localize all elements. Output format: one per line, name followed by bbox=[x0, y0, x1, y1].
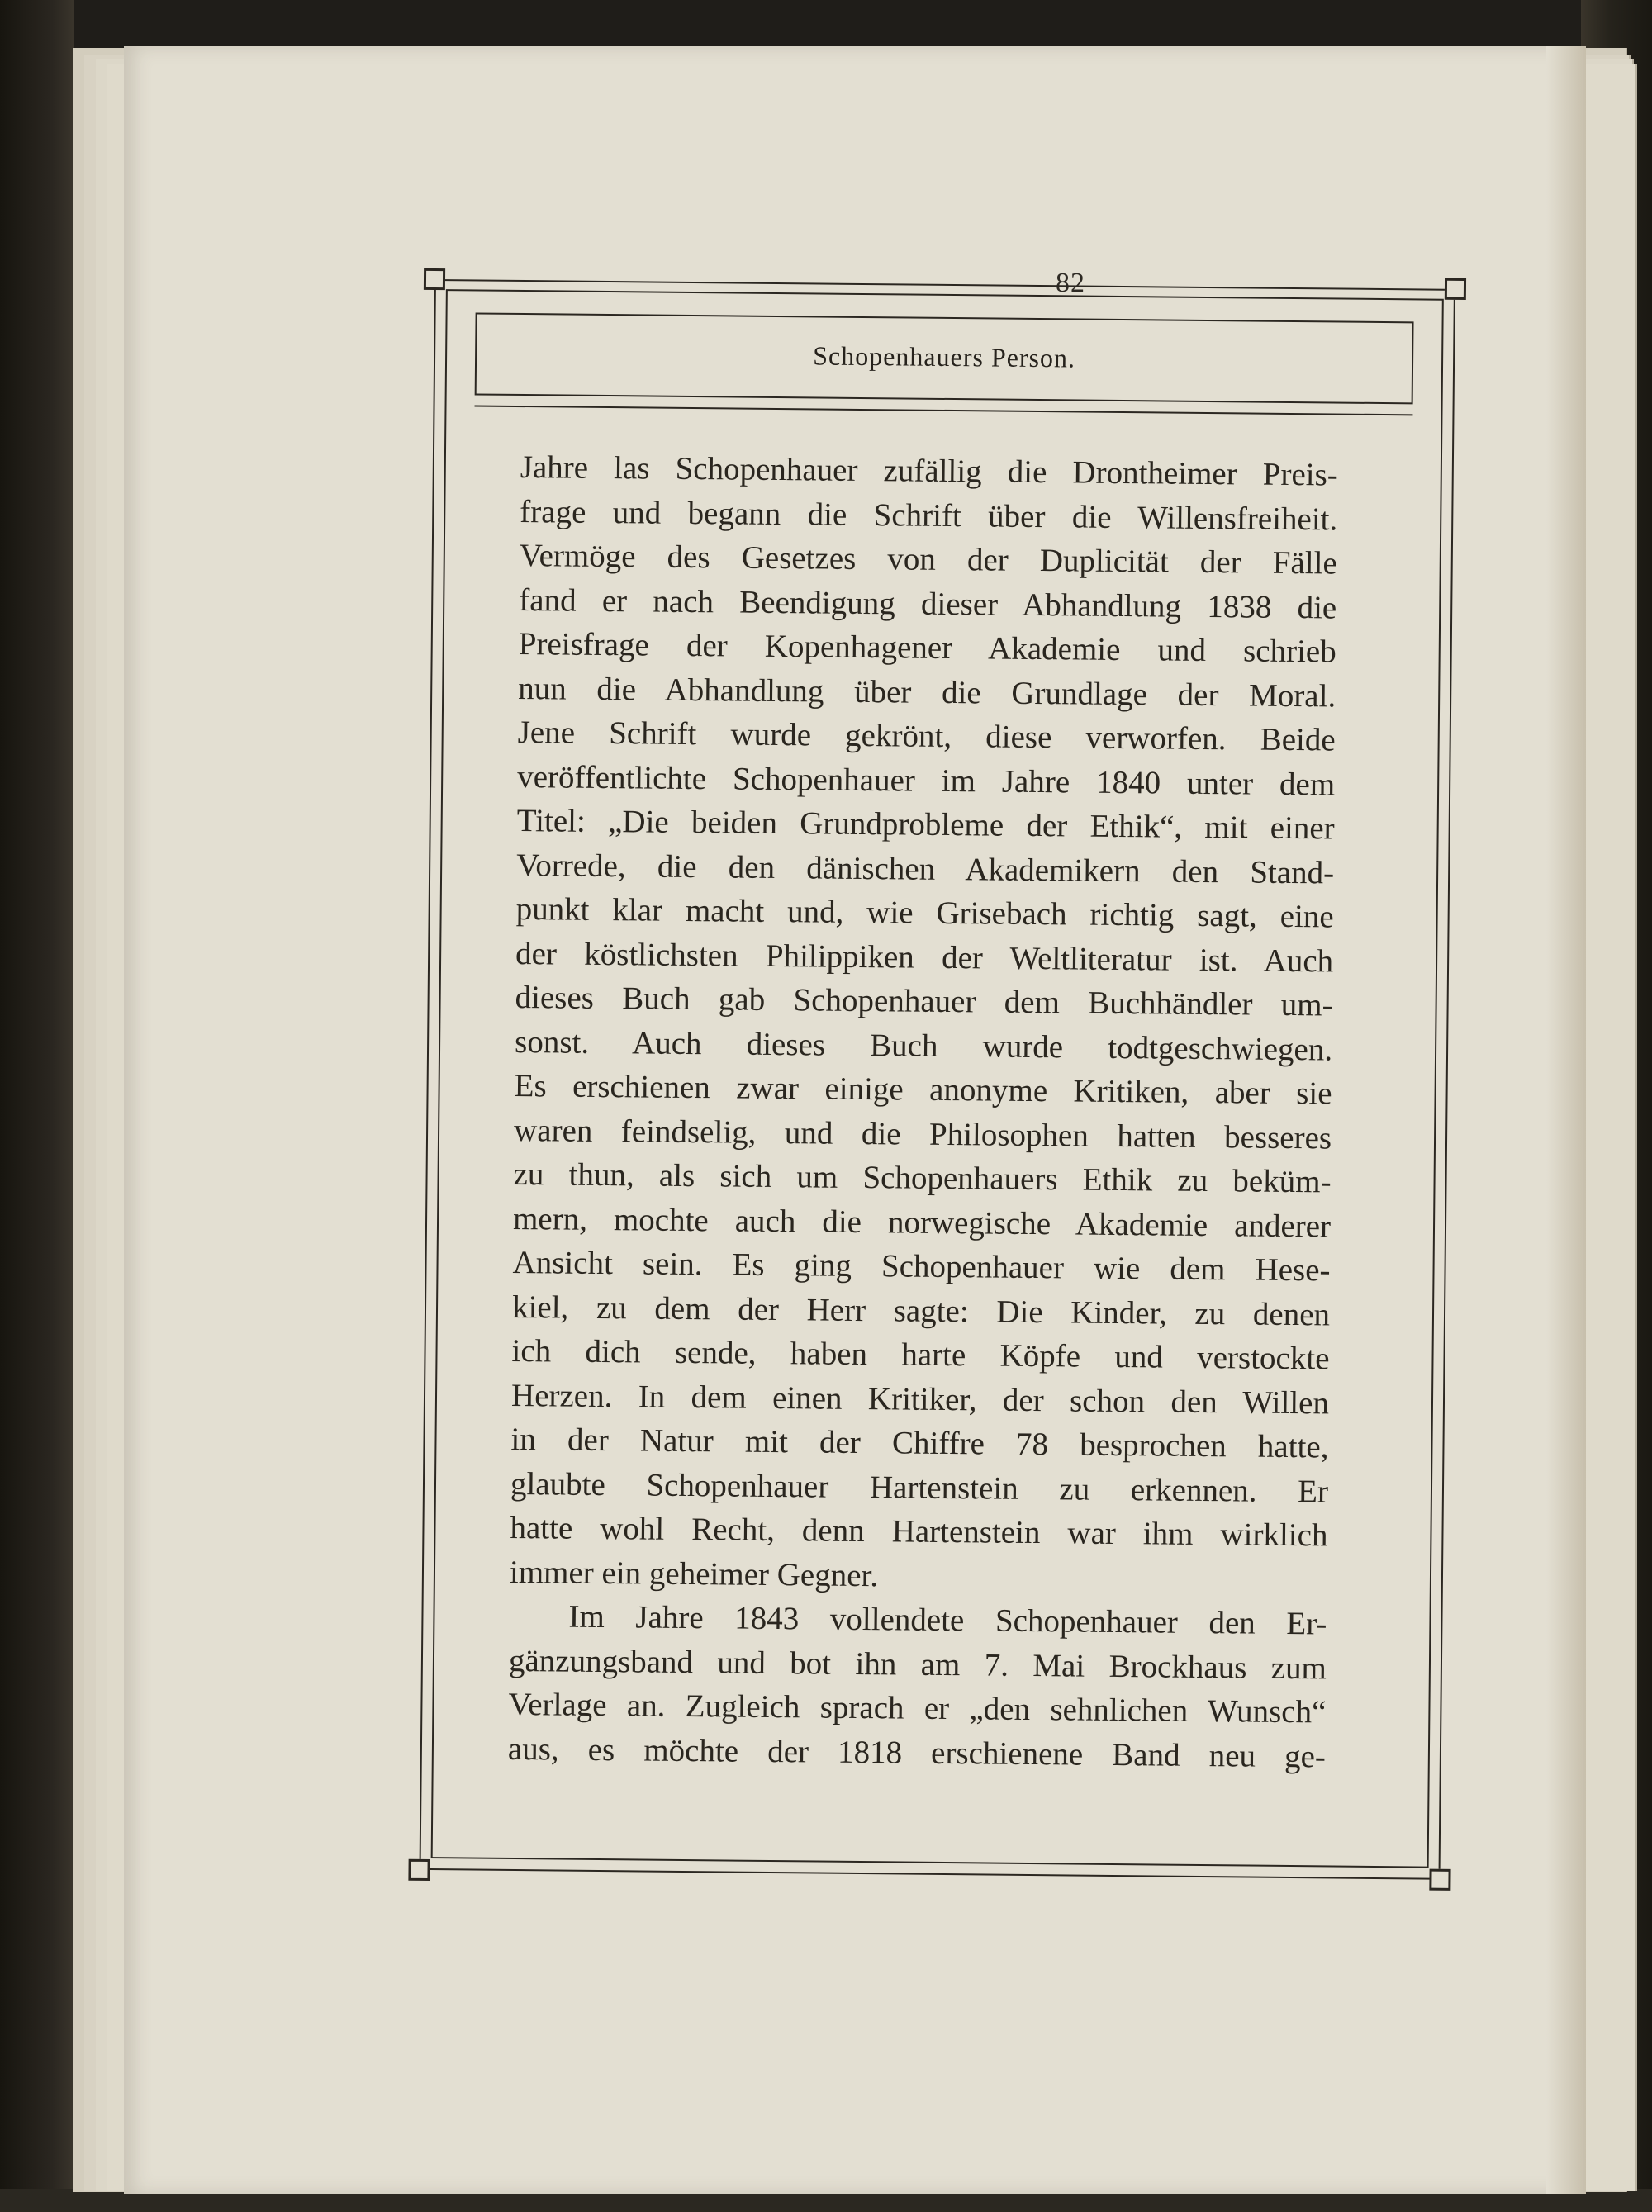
text-line: Vermöge des Gesetzes von der Duplicität der Fälle bbox=[519, 538, 1337, 581]
text-line: glaubte Schopenhauer Hartenstein zu erkennen. Er bbox=[510, 1465, 1329, 1509]
text-line: Im Jahre 1843 vollendete Schopenhauer den Er- bbox=[568, 1598, 1327, 1642]
text-line: Herzen. In dem einen Kritiker, der schon den Willen bbox=[510, 1377, 1330, 1421]
text-line: nun die Abhandlung über die Grundlage der Moral. bbox=[518, 670, 1336, 714]
text-line: Preisfrage der Kopenhagener Akademie und schrieb bbox=[518, 625, 1336, 670]
running-head: Schopenhauers Person. bbox=[813, 340, 1076, 373]
corner-square-icon bbox=[1429, 1869, 1450, 1891]
text-line: ich dich sende, haben harte Köpfe und verstockte bbox=[511, 1332, 1330, 1377]
text-line: dieses Buch gab Schopenhauer dem Buchhändler um- bbox=[515, 979, 1333, 1023]
text-line: fand er nach Beendigung dieser Abhandlung 1838 die bbox=[519, 581, 1337, 626]
text-line: immer ein geheimer Gegner. bbox=[509, 1554, 879, 1593]
text-line: waren feindselig, und die Philosophen hatten besseres bbox=[513, 1112, 1332, 1156]
corner-square-icon bbox=[1445, 278, 1466, 300]
ornamental-frame bbox=[420, 279, 1455, 1880]
text-line: gänzungsband und bot ihn am 7. Mai Brockhaus zum bbox=[508, 1642, 1327, 1686]
text-line: der köstlichsten Philippiken der Weltliteratur ist. Auch bbox=[515, 935, 1334, 979]
book-cover-left bbox=[0, 0, 74, 2212]
page-gutter-shadow bbox=[1546, 46, 1586, 2194]
text-line: hatte wohl Recht, denn Hartenstein war ihm wirklich bbox=[510, 1509, 1328, 1554]
text-line: Jahre las Schopenhauer zufällig die Drontheimer Preis- bbox=[520, 449, 1338, 493]
text-line: veröffentlichte Schopenhauer im Jahre 1840 unter dem bbox=[517, 758, 1336, 802]
text-line: kiel, zu dem der Herr sagte: Die Kinder, zu denen bbox=[511, 1289, 1331, 1332]
text-line: zu thun, als sich um Schopenhauers Ethik zu beküm- bbox=[513, 1156, 1332, 1200]
text-line: Jene Schrift wurde gekrönt, diese verworfen. Beide bbox=[517, 714, 1336, 758]
text-line: Ansicht sein. Es ging Schopenhauer wie dem Hese- bbox=[512, 1244, 1331, 1289]
page-number: 82 bbox=[1056, 268, 1085, 298]
body-text bbox=[508, 445, 1338, 1778]
text-line: mern, mochte auch die norwegische Akademie anderer bbox=[512, 1200, 1332, 1244]
text-line: punkt klar macht und, wie Grisebach richtig sagt, eine bbox=[515, 890, 1334, 935]
text-line: Verlage an. Zugleich sprach er „den sehnlichen Wunsch“ bbox=[508, 1686, 1327, 1730]
text-line: Es erschienen zwar einige anonyme Kritiken, aber sie bbox=[514, 1067, 1332, 1112]
text-line: Titel: „Die beiden Grundprobleme der Ethik“, mit einer bbox=[516, 802, 1335, 847]
text-line: in der Natur mit der Chiffre 78 besprochen hatte, bbox=[510, 1421, 1329, 1465]
text-line: Vorrede, die den dänischen Akademikern den Stand- bbox=[515, 847, 1335, 890]
corner-square-icon bbox=[408, 1859, 430, 1881]
text-line: aus, es möchte der 1818 erschienene Band neu ge- bbox=[507, 1730, 1327, 1774]
text-line: sonst. Auch dieses Buch wurde todtgeschwiegen. bbox=[514, 1023, 1333, 1067]
corner-square-icon bbox=[424, 268, 445, 290]
text-line: frage und begann die Schrift über die Willensfreiheit. bbox=[520, 493, 1338, 538]
